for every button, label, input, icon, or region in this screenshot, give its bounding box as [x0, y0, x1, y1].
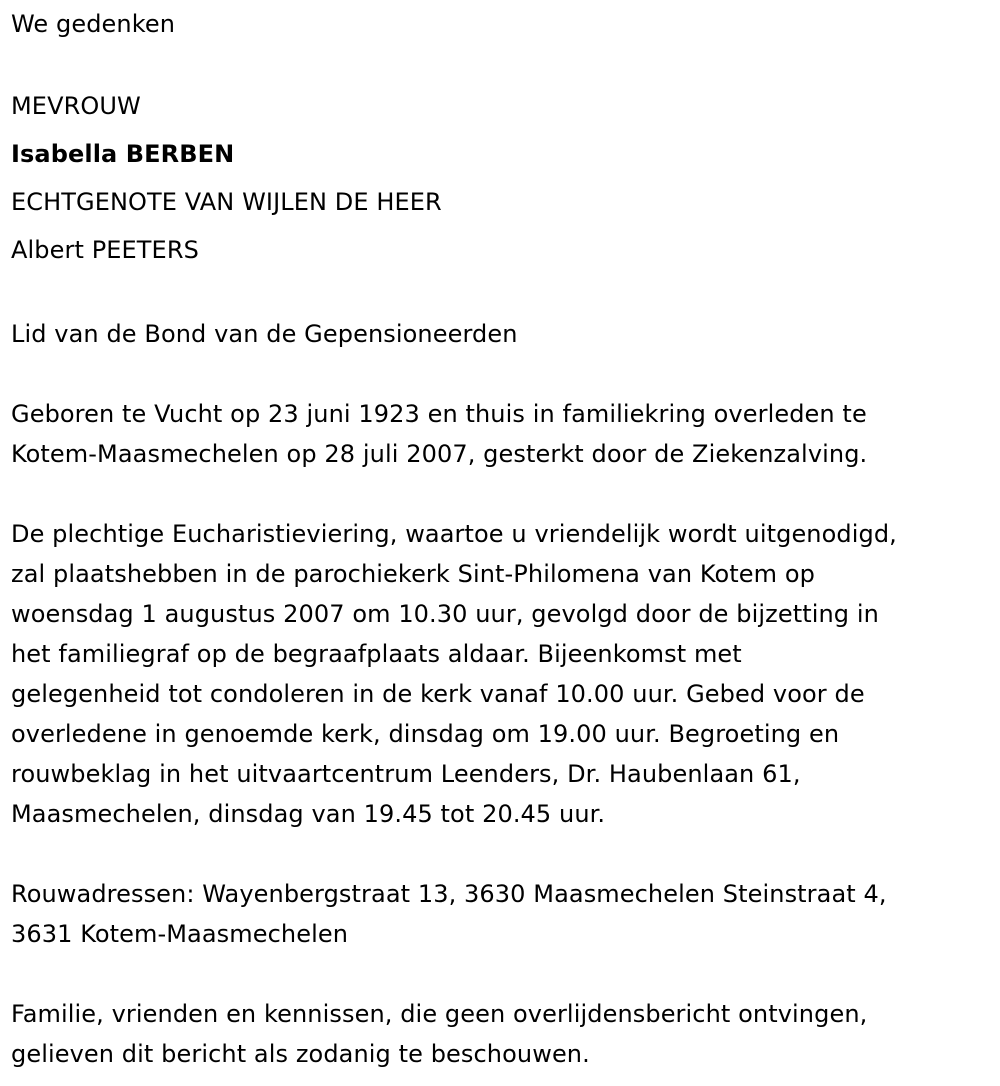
- spacer: [11, 954, 990, 994]
- paragraph-line: zal plaatshebben in de parochiekerk Sint-Philomena van Kotem op: [11, 560, 815, 588]
- paragraph-line: Kotem-Maasmechelen op 28 juli 2007, gesterkt door de Ziekenzalving.: [11, 440, 868, 468]
- paragraph-line: 3631 Kotem-Maasmechelen: [11, 920, 349, 948]
- paragraph-line: rouwbeklag in het uitvaartcentrum Leenders, Dr. Haubenlaan 61,: [11, 760, 801, 788]
- paragraph-line: gelegenheid tot condoleren in de kerk vanaf 10.00 uur. Gebed voor de: [11, 680, 865, 708]
- paragraph-line: Geboren te Vucht op 23 juni 1923 en thuis in familiekring overleden te: [11, 400, 867, 428]
- addresses-paragraph: [11, 874, 990, 954]
- spacer: [11, 834, 990, 874]
- paragraph-line: het familiegraf op de begraafplaats aldaar. Bijeenkomst met: [11, 640, 742, 668]
- spouse-name: Albert PEETERS: [11, 236, 199, 264]
- paragraph-line: woensdag 1 augustus 2007 om 10.30 uur, gevolgd door de bijzetting in: [11, 600, 879, 628]
- spacer: [11, 474, 990, 514]
- paragraph-line: overledene in genoemde kerk, dinsdag om 19.00 uur. Begroeting en: [11, 720, 840, 748]
- paragraph-line: Familie, vrienden en kennissen, die geen overlijdensbericht ontvingen,: [11, 1000, 868, 1028]
- paragraph-line: De plechtige Eucharistieviering, waartoe u vriendelijk wordt uitgenodigd,: [11, 520, 897, 548]
- paragraph-line: gelieven dit bericht als zodanig te beschouwen.: [11, 1040, 590, 1068]
- spacer: [11, 274, 990, 314]
- deceased-name: Isabella BERBEN: [11, 140, 235, 168]
- ceremony-paragraph: [11, 514, 990, 834]
- membership-text: Lid van de Bond van de Gepensioneerden: [11, 320, 518, 348]
- birth-death-paragraph: [11, 394, 990, 474]
- honorific-title: MEVROUW: [11, 92, 141, 120]
- relation-text: ECHTGENOTE VAN WIJLEN DE HEER: [11, 188, 442, 216]
- paragraph-line: Rouwadressen: Wayenbergstraat 13, 3630 Maasmechelen Steinstraat 4,: [11, 880, 887, 908]
- intro-text: We gedenken: [11, 10, 176, 38]
- closing-paragraph: [11, 994, 990, 1074]
- spacer: [11, 44, 990, 82]
- spacer: [11, 354, 990, 394]
- paragraph-line: Maasmechelen, dinsdag van 19.45 tot 20.45 uur.: [11, 800, 606, 828]
